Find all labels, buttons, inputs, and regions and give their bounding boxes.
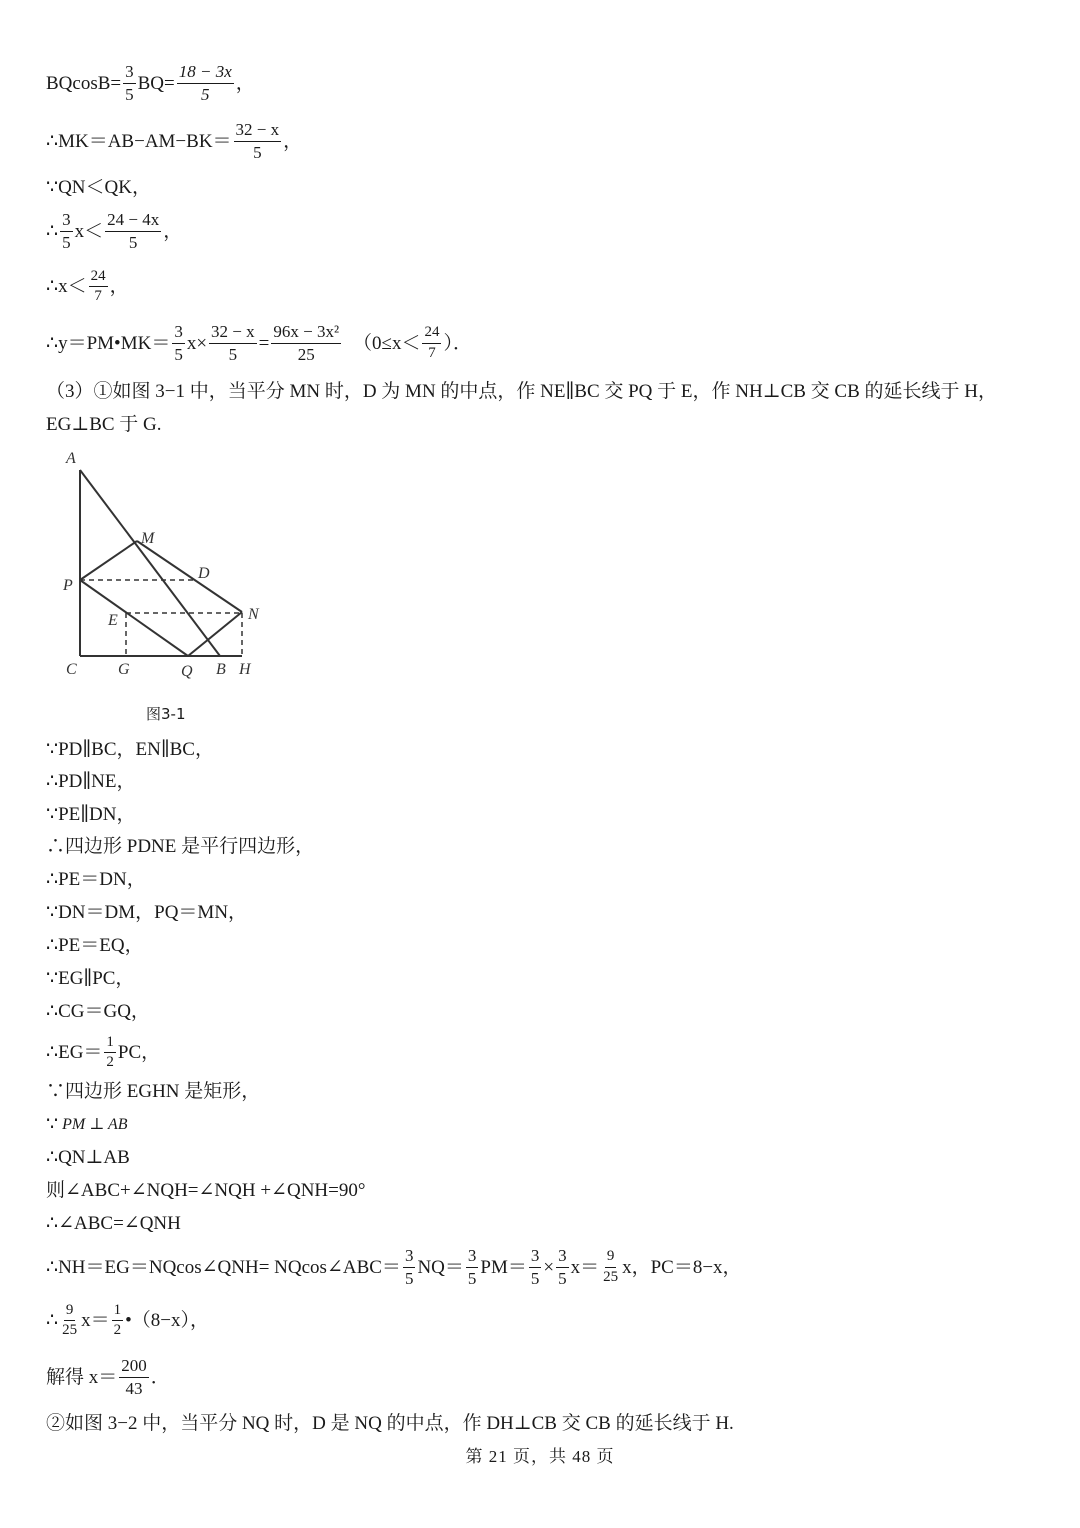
fraction: $\frac{24}{7}$ xyxy=(424,324,440,361)
fraction: $\frac{200}{43}$ xyxy=(121,1356,147,1398)
text-line: ∴四边形 PDNE 是平行四边形， xyxy=(46,836,315,857)
inequality-line: ∴x＜ $\frac{24}{7}$ ， xyxy=(46,268,129,305)
text-line: EG⊥BC 于 G. xyxy=(46,414,162,435)
fraction: $\frac{32 - x}{5}$ xyxy=(211,322,255,364)
page-footer: 第 21 页，共 48 页 xyxy=(465,1447,615,1466)
label-n: N xyxy=(248,606,259,623)
fraction: $\frac{3}{5}$ xyxy=(530,1246,540,1288)
label-d: D xyxy=(198,565,210,582)
equation-y: ∴y＝PM•MK＝ $\frac{3}{5}$ x× $\frac{32 - x}{5}$ = $\frac{\text{96x − 3x²}}{25}$ （0≤x＜ $\frac{24}{7}$ ）． xyxy=(46,322,472,364)
fraction: $\frac{3}{5}$ xyxy=(125,62,134,104)
fraction: $\frac{9}{25}$ xyxy=(62,1302,78,1339)
text-line: ∴CG＝GQ， xyxy=(46,1001,150,1022)
text-line: ∵PD∥BC，EN∥BC， xyxy=(46,739,214,760)
text-line: ∵DN＝DM，PQ＝MN， xyxy=(46,902,248,923)
label-a: A xyxy=(66,450,76,467)
text-line: ∴QN⊥AB xyxy=(46,1147,130,1168)
fraction: $\frac{9}{25}$ xyxy=(603,1248,619,1285)
text-line: ②如图 3−2 中，当平分 NQ 时，D 是 NQ 的中点，作 DH⊥CB 交 CB 的延长线于 H. xyxy=(46,1413,734,1434)
text-line: ∴PD∥NE， xyxy=(46,771,136,792)
equation-eg: ∴EG＝ $\frac{1}{2}$ PC， xyxy=(46,1034,161,1071)
text-line: ∵PE∥DN， xyxy=(46,804,136,825)
figure-caption: 图3-1 xyxy=(146,705,186,723)
fraction: $\frac{24}{7}$ xyxy=(90,268,106,305)
segment-pm xyxy=(80,541,137,580)
inequality-line: ∴ $\frac{3}{5}$ x＜ $\frac{24 - 4x}{5}$ ， xyxy=(46,210,183,252)
fraction: $\frac{3}{5}$ xyxy=(558,1246,567,1288)
fraction: $\frac{3}{5}$ xyxy=(404,1246,414,1288)
fraction: $\frac{3}{5}$ xyxy=(467,1246,477,1288)
label-h: H xyxy=(239,661,251,678)
geometry-figure xyxy=(58,446,278,686)
segment-mn xyxy=(137,541,242,612)
fraction: $\frac{\text{96x − 3x²}}{25}$ xyxy=(273,322,340,364)
label-e: E xyxy=(108,612,118,629)
label-c: C xyxy=(66,661,77,678)
label-b: B xyxy=(216,661,226,678)
text-line: ∵四边形 EGHN 是矩形， xyxy=(46,1081,261,1102)
text-line: ∵QN＜QK， xyxy=(46,177,151,198)
text-line: ∴∠ABC=∠QNH xyxy=(46,1213,181,1234)
fraction: $\frac{1}{2}$ xyxy=(113,1302,122,1339)
text-line: ∵ PM ⊥ AB xyxy=(46,1114,128,1135)
label-p: P xyxy=(63,577,73,594)
equation-bqcosb: BQcosB= $\frac{3}{5}$ BQ= $\frac{18 - 3x}{5}$ ， xyxy=(46,62,255,104)
label-m: M xyxy=(141,530,155,547)
equation-solve: ∴ $\frac{9}{25}$ x＝ $\frac{1}{2}$ •（8−x）， xyxy=(46,1302,209,1339)
fraction: $\frac{3}{5}$ xyxy=(174,322,183,364)
text-line: 则∠ABC+∠NQH=∠NQH +∠QNH=90° xyxy=(46,1180,366,1201)
label-g: G xyxy=(118,661,130,678)
fraction: $\frac{32 - x}{5}$ xyxy=(235,120,280,162)
equation-mk: ∴MK＝AB−AM−BK＝ $\frac{32 - x}{5}$ ， xyxy=(46,120,303,162)
fraction: $\frac{3}{5}$ xyxy=(62,210,71,252)
text-line: ∵EG∥PC， xyxy=(46,968,135,989)
text-line: （3）①如图 3−1 中，当平分 MN 时，D 为 MN 的中点，作 NE∥BC 交 PQ 于 E，作 NH⊥CB 交 CB 的延长线于 H， xyxy=(46,381,997,402)
equation-result: 解得 x＝ $\frac{200}{43}$ ． xyxy=(46,1356,170,1398)
fraction: $\frac{24 - 4x}{5}$ xyxy=(107,210,160,252)
fraction: $\frac{18 - 3x}{5}$ xyxy=(178,62,232,104)
fraction: $\frac{1}{2}$ xyxy=(106,1034,114,1071)
equation-nh: ∴NH＝EG＝NQcos∠QNH= NQcos∠ABC＝ $\frac{3}{5}$ NQ＝ $\frac{3}{5}$ PM＝ $\frac{3}{5}$ × $\frac{3}{5}$ x＝ $\frac{9}{25}$ x，PC＝8−x， xyxy=(46,1246,742,1288)
text-line: ∴PE＝DN， xyxy=(46,869,146,890)
label-q: Q xyxy=(181,663,193,680)
text-line: ∴PE＝EQ， xyxy=(46,935,144,956)
